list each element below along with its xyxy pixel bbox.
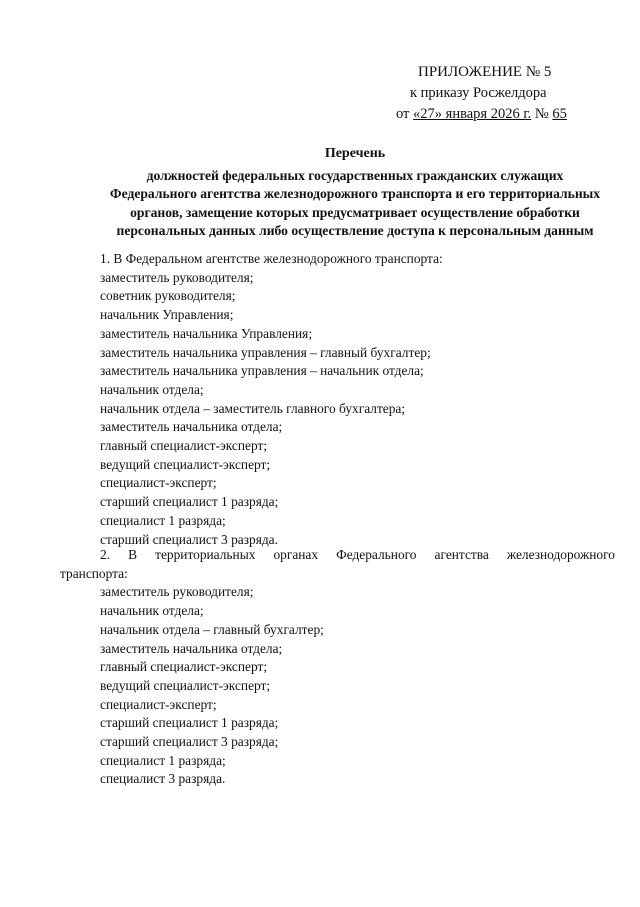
list-item: заместитель руководителя; [100, 269, 254, 285]
annex-date: «27» января 2026 г. [413, 106, 532, 122]
list-item: старший специалист 3 разряда; [100, 734, 279, 750]
section-2-header-continuation: транспорта: [60, 565, 128, 581]
list-item: советник руководителя; [100, 288, 236, 304]
list-item: начальник отдела – заместитель главного бухгалтера; [100, 400, 406, 416]
heading-line: Федерального агентства железнодорожного транспорта и его территориальных [109, 186, 601, 201]
annex-block [380, 62, 600, 125]
list-item: заместитель начальника управления – главный бухгалтер; [100, 344, 431, 360]
list-item: старший специалист 1 разряда; [100, 715, 279, 731]
list-item: главный специалист-эксперт; [100, 659, 268, 675]
section-2 [60, 546, 620, 789]
section-1-header: 1. В Федеральном агентстве железнодорожного транспорта: [100, 251, 443, 266]
list-item: старший специалист 1 разряда; [100, 494, 279, 510]
list-item: специалист-эксперт; [100, 696, 217, 712]
annex-subtitle: к приказу Росжелдора [410, 85, 547, 101]
list-item: главный специалист-эксперт; [100, 438, 268, 454]
list-item: начальник отдела – главный бухгалтер; [100, 621, 324, 637]
list-item: специалист 1 разряда; [100, 512, 226, 528]
list-item: начальник отдела; [100, 603, 204, 619]
annex-number: 65 [552, 106, 567, 122]
list-item: заместитель начальника отдела; [100, 640, 283, 656]
annex-date-prefix: от [396, 106, 414, 122]
heading-line: должностей федеральных государственных гражданских служащих [146, 167, 564, 183]
list-item: заместитель начальника отдела; [100, 419, 283, 435]
list-item: специалист 3 разряда. [100, 771, 226, 787]
list-item: начальник Управления; [100, 307, 234, 323]
list-item: ведущий специалист-эксперт; [100, 677, 271, 693]
document-title: Перечень [324, 146, 386, 161]
document-heading [40, 145, 640, 241]
list-item: ведущий специалист-эксперт; [100, 456, 271, 472]
heading-line: органов, замещение которых предусматривает осуществление обработки [130, 204, 580, 220]
list-item: специалист-эксперт; [100, 475, 217, 491]
annex-number-prefix: № [531, 106, 553, 122]
list-item: специалист 1 разряда; [100, 752, 226, 768]
list-item: начальник отдела; [100, 381, 204, 397]
list-item: старший специалист 3 разряда. [100, 531, 278, 547]
list-item: заместитель руководителя; [100, 584, 254, 600]
heading-line: персональных данных либо осуществление доступа к персональным данным [116, 223, 594, 238]
section-1 [100, 250, 620, 549]
annex-date-line [380, 104, 600, 125]
section-2-header: 2. В территориальных органах Федерального агентства железнодорожного [100, 547, 615, 562]
list-item: заместитель начальника управления – начальник отдела; [100, 363, 424, 379]
annex-title: ПРИЛОЖЕНИЕ № 5 [418, 64, 552, 80]
list-item: заместитель начальника Управления; [100, 325, 313, 341]
